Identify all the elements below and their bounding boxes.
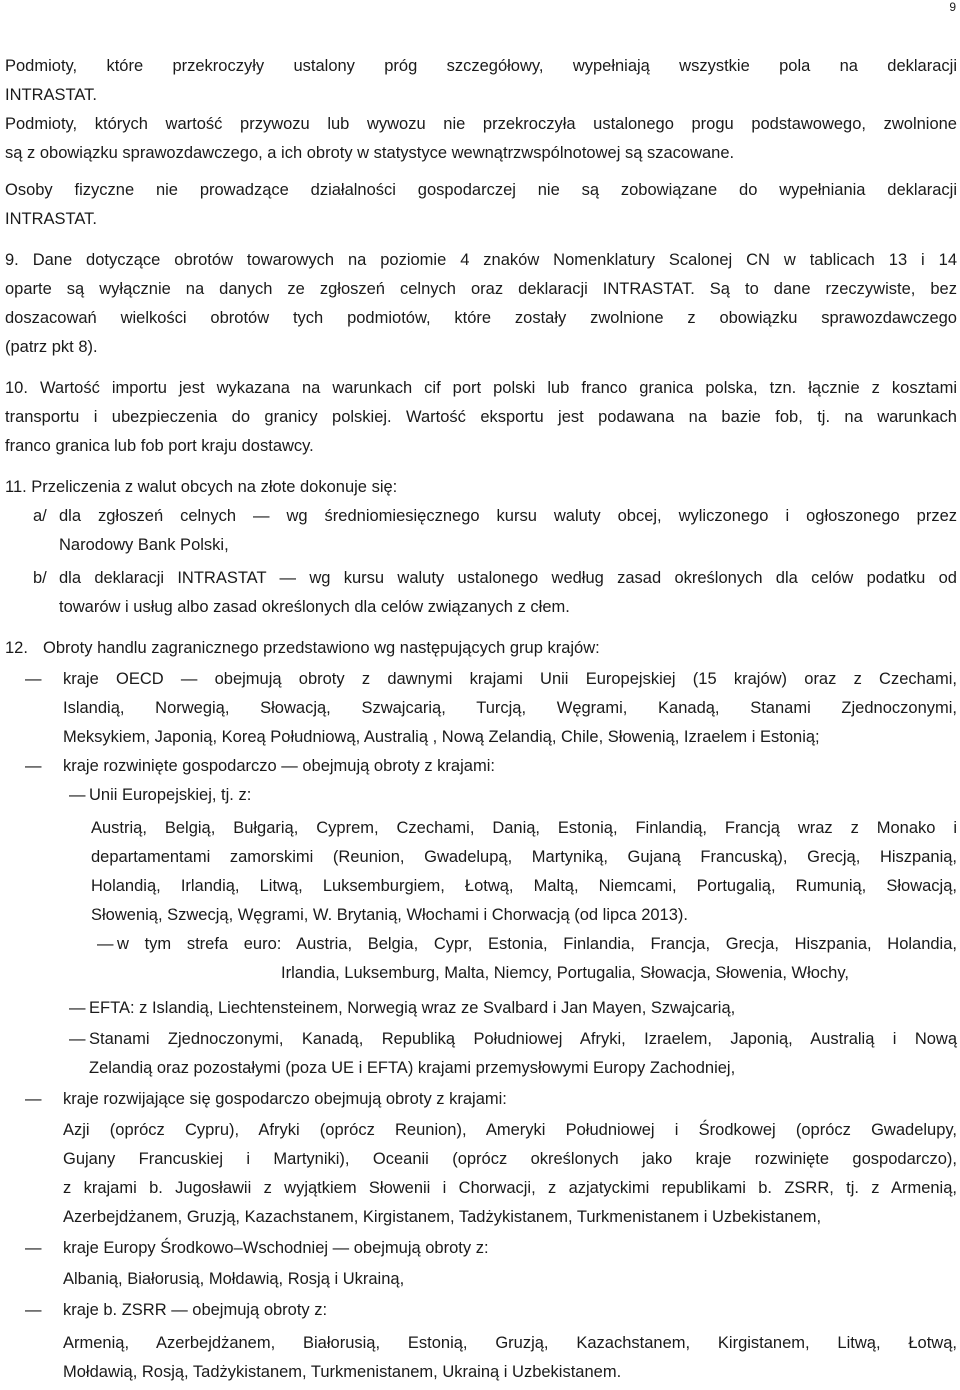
text-line: są z obowiązku sprawozdawczego, a ich obroty w statystyce wewnątrzwspólnotowej są szacowane. [5,144,735,162]
text-line: towarów i usług albo zasad określonych dla celów związanych z cłem. [59,598,570,616]
point-heading: 11. Przeliczenia z walut obcych na złote dokonuje się: [5,478,398,496]
dash-bullet: — [25,670,42,688]
text-line: doszacowań wielkości obrotów tych podmiotów, które zostały zwolnione z obowiązku sprawozdawczego [5,309,957,327]
text-line: Azji (oprócz Cypru), Afryki (oprócz Reunion), Ameryki Południowej i Środkowej (oprócz Gwadelupy, [63,1121,957,1139]
text-line: Austrią, Belgią, Bułgarią, Cyprem, Czechami, Danią, Estonią, Finlandią, Francją wraz z Monako i [91,819,957,837]
text-line: Słowenią, Szwecją, Węgrami, W. Brytanią, Włochami i Chorwacją (od lipca 2013). [91,906,688,924]
text-line: w tym strefa euro: Austria, Belgia, Cypr, Estonia, Finlandia, Francja, Grecja, Hiszpania, Holandia, [117,935,957,953]
page-number: 9 [949,0,956,14]
text-line: Gujany Francuskiej i Martyniki), Oceanii (oprócz określonych jako kraje rozwinięte gospodarczo), [63,1150,957,1168]
euro-area-continuation [5,959,957,988]
paragraph-natural-persons [5,176,957,234]
text-line: dla deklaracji INTRASTAT — wg kursu waluty ustalonego według zasad określonych dla celów podatku od [59,569,957,587]
text-line: kraje rozwijające się gospodarczo obejmują obroty z krajami: [63,1090,507,1108]
text-line: Stanami Zjednoczonymi, Kanadą, Republiką Południowej Afryki, Izraelem, Japonią, Australią i Nową [89,1030,957,1048]
group-other-developed [5,1025,957,1083]
dash-bullet: — [69,786,86,804]
text-line: Podmioty, których wartość przywozu lub wywozu nie przekroczyła ustalonego progu podstawowego, zwolnione [5,115,957,133]
point-11 [5,473,957,622]
text-line: Meksykiem, Japonią, Koreą Południową, Australią , Nową Zelandią, Chile, Słowenią, Izraelem i Estonią; [63,728,820,746]
document-body [5,52,957,1387]
text-line: z krajami b. Jugosławii z wyjątkiem Słowenii i Chorwacji, z azjatyckimi republikami b. ZSRR, tj. z Armenią, [63,1179,957,1197]
subpoint-b [5,564,957,622]
dash-bullet: — [25,1301,42,1319]
text-line: EFTA: z Islandią, Liechtensteinem, Norwegią wraz ze Svalbard i Jan Mayen, Szwajcarią, [89,999,736,1017]
text-line: franco granica lub fob port kraju dostawcy. [5,437,314,455]
dash-bullet: — [25,1090,42,1108]
subpoint-label: b/ [33,569,47,587]
text-line: Zelandią oraz pozostałymi (poza UE i EFTA) krajami przemysłowymi Europy Zachodniej, [89,1059,736,1077]
text-line: Narodowy Bank Polski, [59,536,229,554]
developing-country-list [5,1116,957,1232]
text-line: Armenią, Azerbejdżanem, Białorusią, Estonią, Gruzją, Kazachstanem, Kirgistanem, Litwą, Łotwą, [63,1334,957,1352]
text-line: Azerbejdżanem, Gruzją, Kazachstanem, Kirgistanem, Tadżykistanem, Turkmenistanem i Uzbekistanem, [63,1208,822,1226]
text-line: Islandią, Norwegią, Słowacją, Szwajcarią, Turcją, Węgrami, Kanadą, Stanami Zjednoczonymi, [63,699,957,717]
point-10 [5,374,957,461]
text-line: Mołdawią, Rosją, Tadżykistanem, Turkmenistanem, Ukrainą i Uzbekistanem. [63,1363,622,1381]
group-oecd [5,665,957,752]
dash-bullet: — [69,1030,86,1048]
text-line: kraje b. ZSRR — obejmują obroty z: [63,1301,328,1319]
point-heading-text: Obroty handlu zagranicznego przedstawiono wg następujących grup krajów: [43,639,600,657]
text-line: INTRASTAT. [5,86,97,104]
text-line: kraje Europy Środkowo–Wschodniej — obejmują obroty z: [63,1239,489,1257]
point-12 [5,634,957,1387]
paragraph-threshold-basic [5,110,957,168]
group-eu [5,781,957,810]
text-line: 9. Dane dotyczące obrotów towarowych na poziomie 4 znaków Nomenklatury Scalonej CN w tablicach 13 i 14 [5,251,957,269]
text-line: Albanią, Białorusią, Mołdawią, Rosją i Ukrainą, [63,1270,405,1288]
subpoint-a [5,502,957,560]
point-heading [5,634,957,663]
point-9 [5,246,957,362]
text-line: Podmioty, które przekroczyły ustalony próg szczegółowy, wypełniają wszystkie pola na deklaracji [5,57,957,75]
point-number: 12. [5,639,28,657]
text-line: Osoby fizyczne nie prowadzące działalności gospodarczej nie są zobowiązane do wypełniania deklaracji [5,181,957,199]
group-developing [5,1085,957,1114]
text-line: (patrz pkt 8). [5,338,98,356]
group-euro-area [5,930,957,959]
text-line: departamentami zamorskimi (Reunion, Gwadelupą, Martyniką, Gujaną Francuską), Grecją, Hiszpanią, [91,848,957,866]
text-line: Holandią, Irlandią, Litwą, Luksemburgiem, Łotwą, Maltą, Niemcami, Portugalią, Rumunią, Słowacją, [91,877,957,895]
dash-bullet: — [25,757,42,775]
group-former-ussr [5,1296,957,1325]
text-line: dla zgłoszeń celnych — wg średniomiesięcznego kursu waluty obcej, wyliczonego i ogłoszonego przez [59,507,957,525]
text-line: Unii Europejskiej, tj. z: [89,786,252,804]
subpoint-label: a/ [33,507,47,525]
text-line: transportu i ubezpieczenia do granicy polskiej. Wartość eksportu jest podawana na bazie fob, tj. na warunkach [5,408,957,426]
cee-country-list [5,1265,957,1294]
text-line: kraje rozwinięte gospodarczo — obejmują obroty z krajami: [63,757,495,775]
group-central-eastern-europe [5,1234,957,1263]
text-line: Irlandia, Luksemburg, Malta, Niemcy, Portugalia, Słowacja, Słowenia, Włochy, [281,964,849,982]
text-line: kraje OECD — obejmują obroty z dawnymi krajami Unii Europejskiej (15 krajów) oraz z Czechami, [63,670,957,688]
eu-country-list [5,814,957,930]
text-line: 10. Wartość importu jest wykazana na warunkach cif port polski lub franco granica polska, tzn. łącznie z kosztami [5,379,957,397]
dash-bullet: — [69,999,86,1017]
paragraph-threshold-detailed [5,52,957,110]
text-line: INTRASTAT. [5,210,97,228]
dash-bullet: — [97,935,114,953]
text-line: oparte są wyłącznie na danych ze zgłoszeń celnych oraz deklaracji INTRASTAT. Są to dane rzeczywiste, bez [5,280,957,298]
group-efta [5,994,957,1023]
dash-bullet: — [25,1239,42,1257]
group-developed [5,752,957,781]
ussr-country-list [5,1329,957,1387]
